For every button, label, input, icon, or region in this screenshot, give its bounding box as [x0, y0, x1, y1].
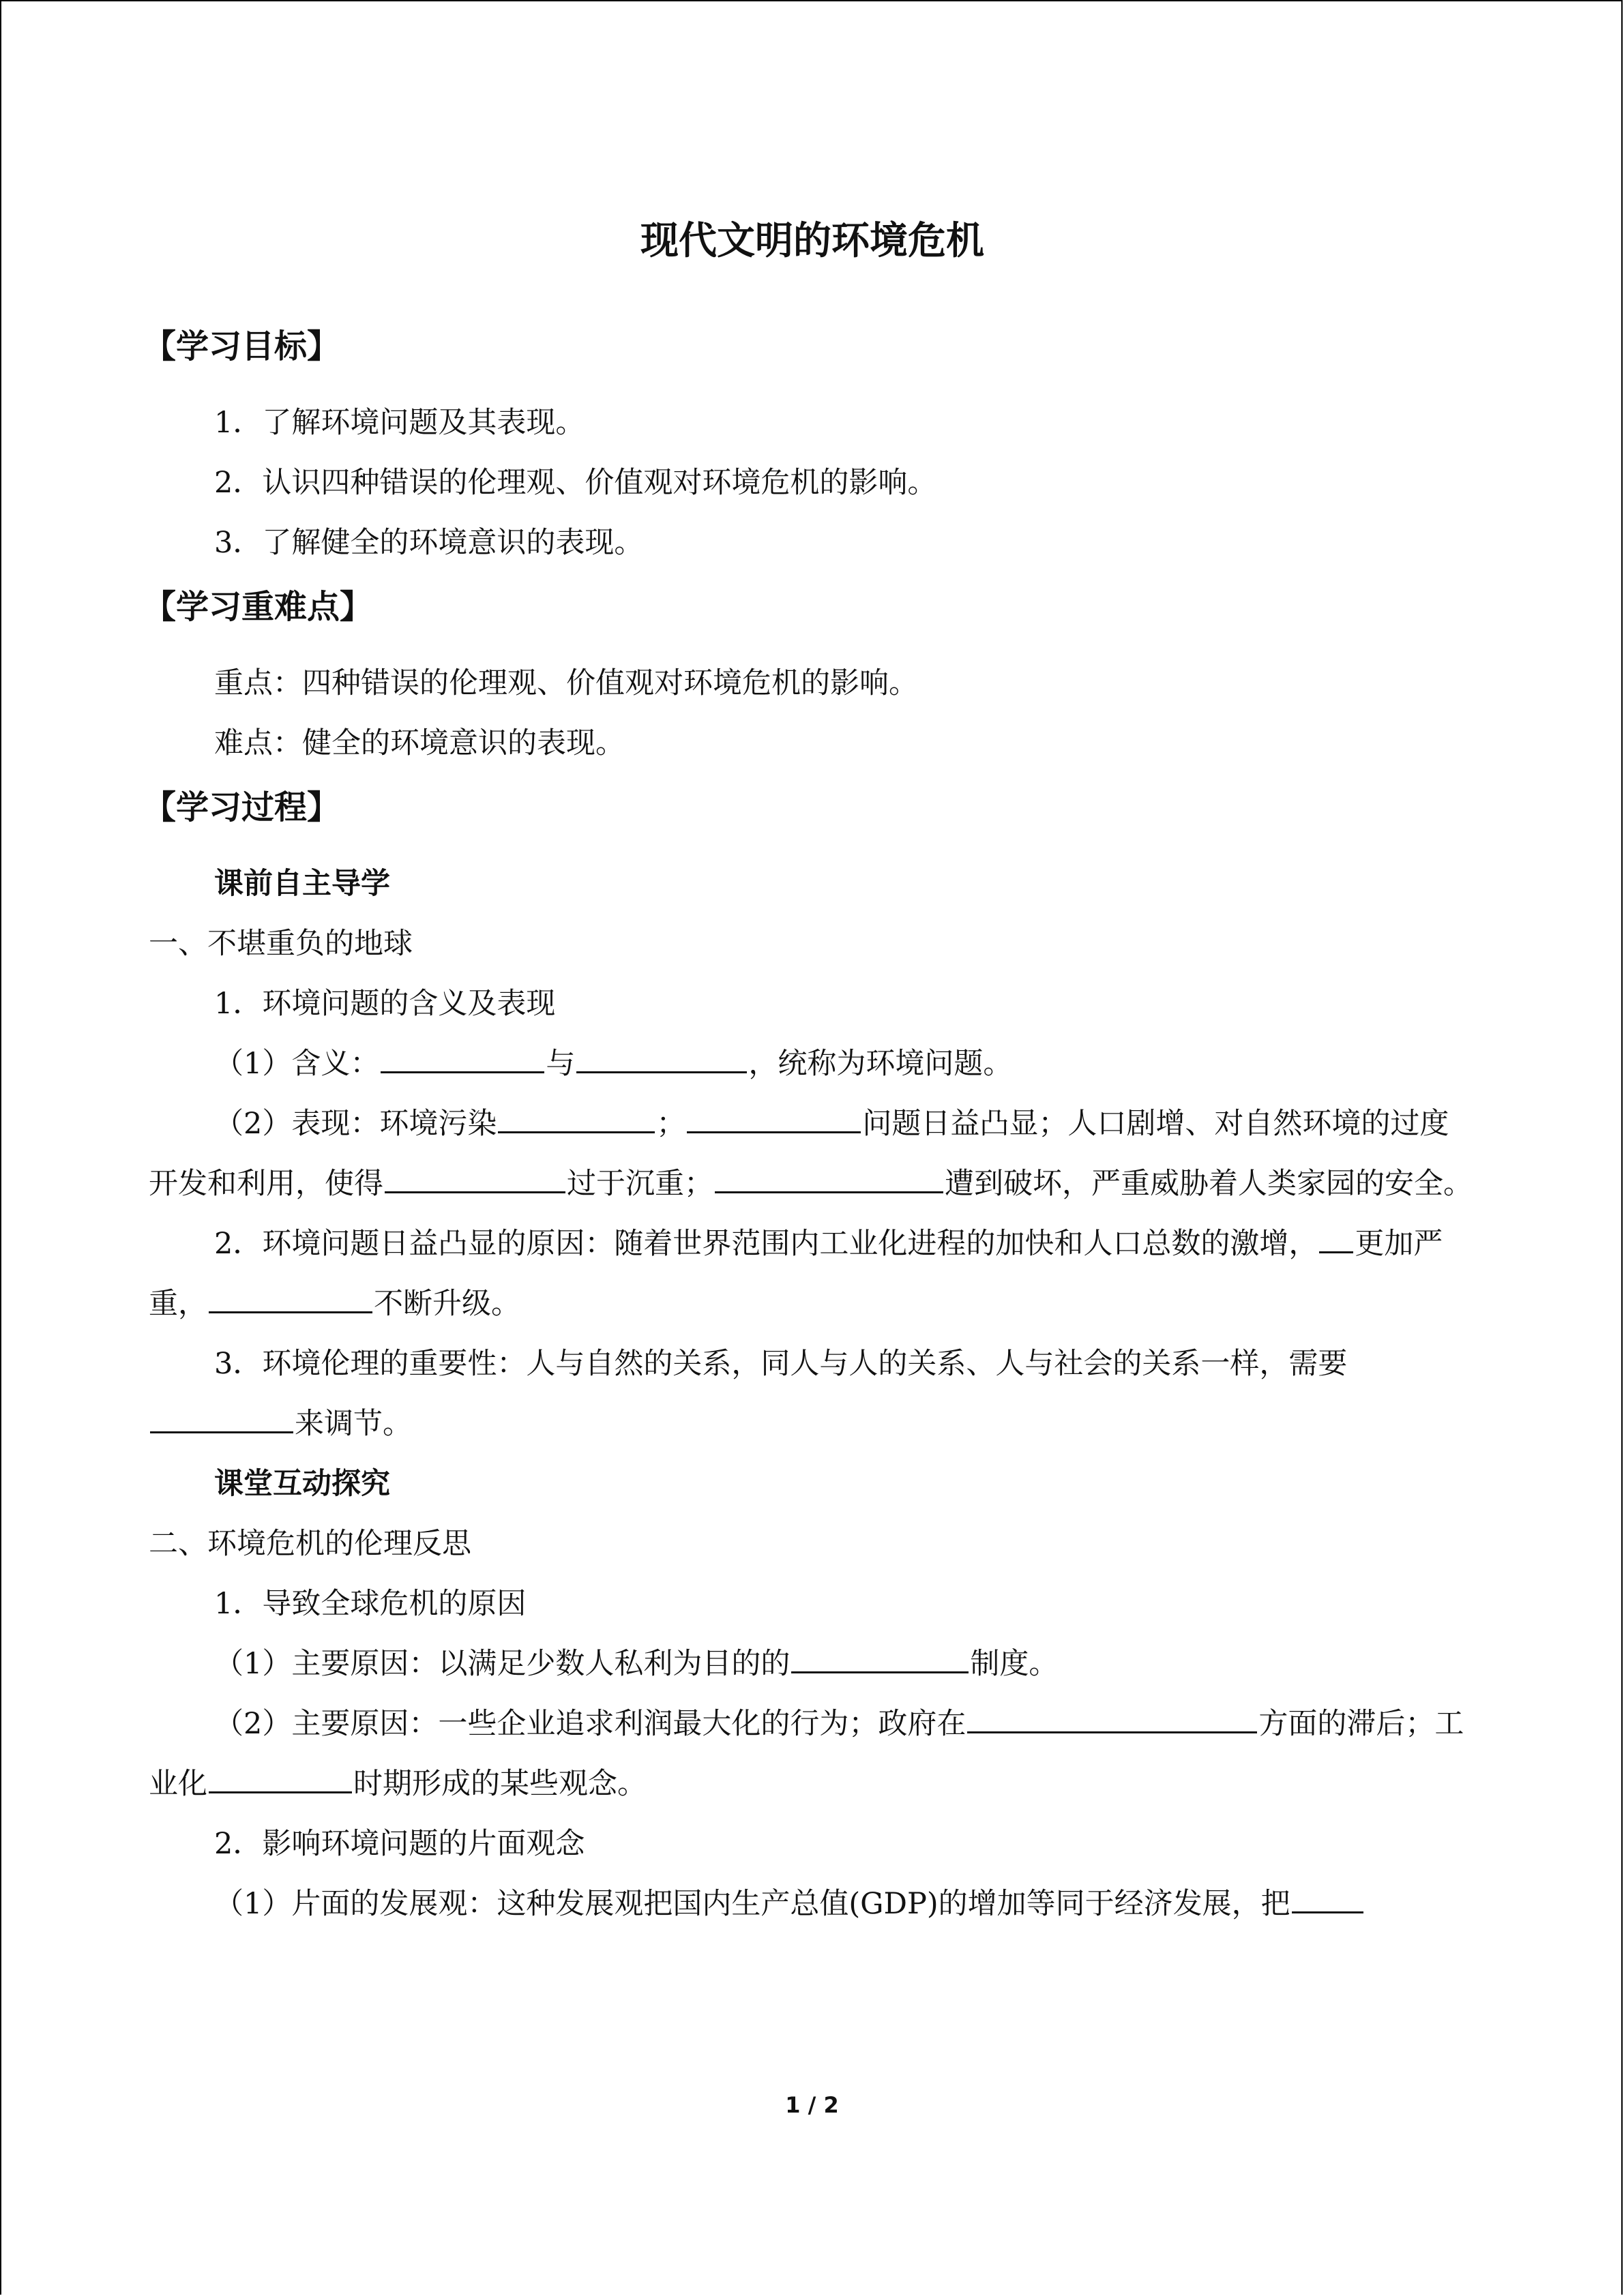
fill-blank[interactable]: [967, 1695, 1257, 1733]
in-class-heading: 课堂互动探究: [214, 1467, 390, 1501]
key-point: 重点：四种错误的伦理观、价值观对环境危机的影响。: [214, 666, 918, 700]
fill-blank[interactable]: [498, 1094, 655, 1133]
part2-title: 二、环境危机的伦理反思: [149, 1527, 471, 1561]
process-heading: 【学习过程】: [143, 788, 340, 826]
fill-blank[interactable]: [715, 1154, 943, 1193]
document-body: [143, 198, 1476, 1934]
page-number: 1 / 2: [785, 2092, 839, 2118]
part2-item1-cause2: （2）主要原因：一些企业追求利润最大化的行为；政府在 方面的滞后；工业化 时期形成的某些观念。: [149, 1694, 1476, 1814]
part1-item3: 3．环境伦理的重要性：人与自然的关系，同人与人的关系、人与社会的关系一样，需要来调节。: [149, 1334, 1476, 1454]
fill-blank[interactable]: [150, 1395, 293, 1433]
part1-item1-meaning: （1）含义： 与 ，统称为环境问题。: [149, 1034, 1476, 1094]
part1-title: 一、不堪重负的地球: [149, 927, 413, 961]
objective-item: 1．了解环境问题及其表现。: [214, 406, 585, 440]
fill-blank[interactable]: [385, 1154, 565, 1193]
difficult-point: 难点：健全的环境意识的表现。: [214, 726, 625, 760]
fill-blank[interactable]: [791, 1635, 969, 1673]
objectives-heading: 【学习目标】: [143, 327, 340, 366]
fill-blank[interactable]: [687, 1094, 861, 1133]
page-title: 现代文明的环境危机: [640, 219, 984, 263]
fill-blank[interactable]: [1319, 1214, 1353, 1253]
part2-item1-cause1: （1）主要原因：以满足少数人私利为目的的 制度。: [149, 1634, 1476, 1694]
part1-item2: 2．环境问题日益凸显的原因：随着世界范围内工业化进程的加快和人口总数的激增， 更加严重， 不断升级。: [149, 1214, 1476, 1334]
fill-blank[interactable]: [381, 1034, 544, 1073]
part1-item1-manifestation: （2）表现：环境污染 ； 问题日益凸显；人口剧增、对自然环境的过度开发和利用，使得 过于沉重； 遭到破坏，严重威胁着人类家园的安全。: [149, 1094, 1476, 1214]
part2-item1-title: 1．导致全球危机的原因: [214, 1587, 527, 1621]
part1-item1-title: 1．环境问题的含义及表现: [214, 987, 556, 1021]
objective-item: 2．认识四种错误的伦理观、价值观对环境危机的影响。: [214, 466, 937, 500]
part2-item2-view1: （1）片面的发展观：这种发展观把国内生产总值(GDP)的增加等同于经济发展，把: [149, 1874, 1476, 1934]
fill-blank[interactable]: [576, 1034, 747, 1073]
pre-class-heading: 课前自主导学: [214, 867, 390, 901]
fill-blank[interactable]: [1292, 1875, 1363, 1913]
keypoints-heading: 【学习重难点】: [143, 588, 373, 626]
fill-blank[interactable]: [209, 1755, 352, 1793]
part2-item2-title: 2．影响环境问题的片面观念: [214, 1827, 585, 1861]
objective-item: 3．了解健全的环境意识的表现。: [214, 526, 644, 560]
fill-blank[interactable]: [209, 1274, 372, 1313]
